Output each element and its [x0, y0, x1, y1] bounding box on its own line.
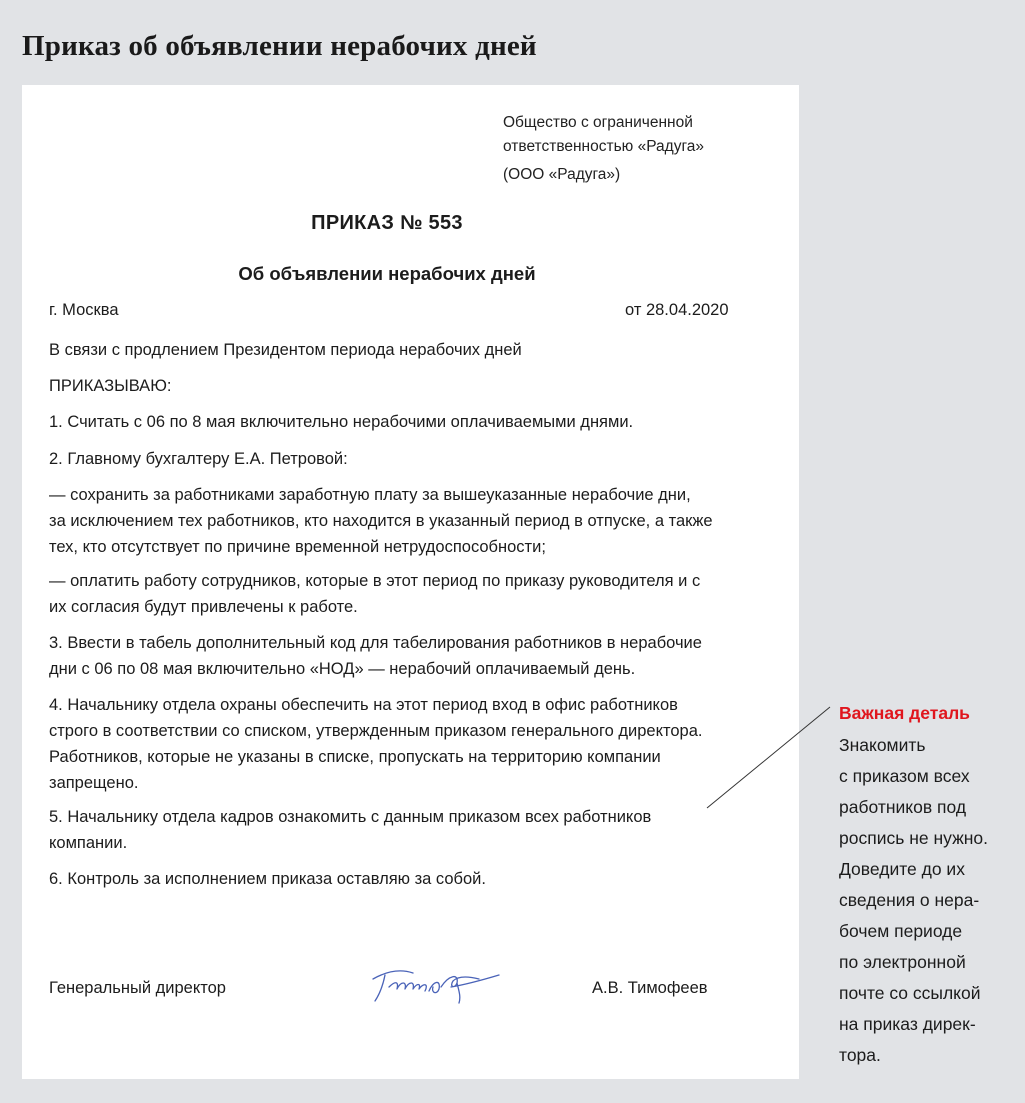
order-item-line: строго в соответствии со списком, утвержденным приказом генерального директора. — [49, 722, 703, 740]
order-item-line: 1. Считать с 06 по 8 мая включительно нерабочими оплачиваемыми днями. — [49, 413, 634, 431]
order-item-2 — [49, 446, 749, 472]
callout-line: Доведите до их — [839, 859, 965, 879]
order-item-line: 6. Контроль за исполнением приказа оставляю за собой. — [49, 870, 486, 888]
order-item-line: — оплатить работу сотрудников, которые в этот период по приказу руководителя и с — [49, 572, 701, 590]
callout-note — [839, 700, 1019, 1071]
order-item-line: за исключением тех работников, кто находится в указанный период в отпуске, а также — [49, 512, 713, 530]
order-item-line: запрещено. — [49, 774, 139, 792]
organization-block — [503, 111, 704, 187]
order-item-line: 5. Начальнику отдела кадров ознакомить с данным приказом всех работников — [49, 808, 652, 826]
callout-title: Важная деталь — [839, 703, 970, 723]
order-item-line: тех, кто отсутствует по причине временной нетрудоспособности; — [49, 538, 546, 556]
callout-line: роспись не нужно. — [839, 828, 989, 848]
order-subject: Об объявлении нерабочих дней — [238, 263, 536, 284]
callout-line: работников под — [839, 797, 967, 817]
order-item-line: их согласия будут привлечены к работе. — [49, 598, 358, 616]
org-name-line: ответственностью «Радуга» — [503, 138, 705, 155]
order-item-line: 2. Главному бухгалтеру Е.А. Петровой: — [49, 450, 348, 468]
order-item-2a — [49, 482, 749, 560]
order-item-2b — [49, 568, 749, 620]
callout-line: тора. — [839, 1045, 881, 1065]
order-item-line: 4. Начальнику отдела охраны обеспечить на этот период вход в офис работников — [49, 696, 678, 714]
order-document — [22, 85, 799, 1079]
order-item-6 — [49, 866, 749, 892]
order-item-line: Работников, которые не указаны в списке, пропускать на территорию компании — [49, 748, 661, 766]
callout-line: бочем периоде — [839, 921, 963, 941]
order-item-line: 3. Ввести в табель дополнительный код для табелирования работников в нерабочие — [49, 634, 702, 652]
order-item-line: — сохранить за работниками заработную плату за вышеуказанные нерабочие дни, — [49, 486, 691, 504]
org-short-name: (ООО «Радуга») — [503, 166, 621, 183]
city: г. Москва — [49, 301, 119, 319]
org-name-line: Общество с ограниченной — [503, 114, 693, 131]
page-title: Приказ об объявлении нерабочих дней — [22, 30, 537, 62]
callout-line: почте со ссылкой — [839, 983, 981, 1003]
signatory-name: А.В. Тимофеев — [592, 979, 708, 997]
callout-line: сведения о нера- — [839, 890, 980, 910]
callout-line: Знакомить — [839, 735, 926, 755]
callout-line: с приказом всех — [839, 766, 970, 786]
order-item-1 — [49, 409, 749, 435]
signatory-position: Генеральный директор — [49, 979, 226, 997]
callout-line: на приказ дирек- — [839, 1014, 976, 1034]
order-item-5 — [49, 804, 749, 856]
order-date: от 28.04.2020 — [625, 301, 729, 319]
order-item-line: дни с 06 по 08 мая включительно «НОД» — нерабочий оплачиваемый день. — [49, 660, 636, 678]
handwritten-signature — [367, 957, 507, 1007]
order-item-3 — [49, 630, 749, 682]
order-item-line: компании. — [49, 834, 128, 852]
order-number: ПРИКАЗ № 553 — [311, 212, 463, 234]
order-word: ПРИКАЗЫВАЮ: — [49, 377, 172, 395]
order-item-4 — [49, 692, 749, 796]
callout-line: по электронной — [839, 952, 966, 972]
preamble: В связи с продлением Президентом периода нерабочих дней — [49, 341, 522, 359]
